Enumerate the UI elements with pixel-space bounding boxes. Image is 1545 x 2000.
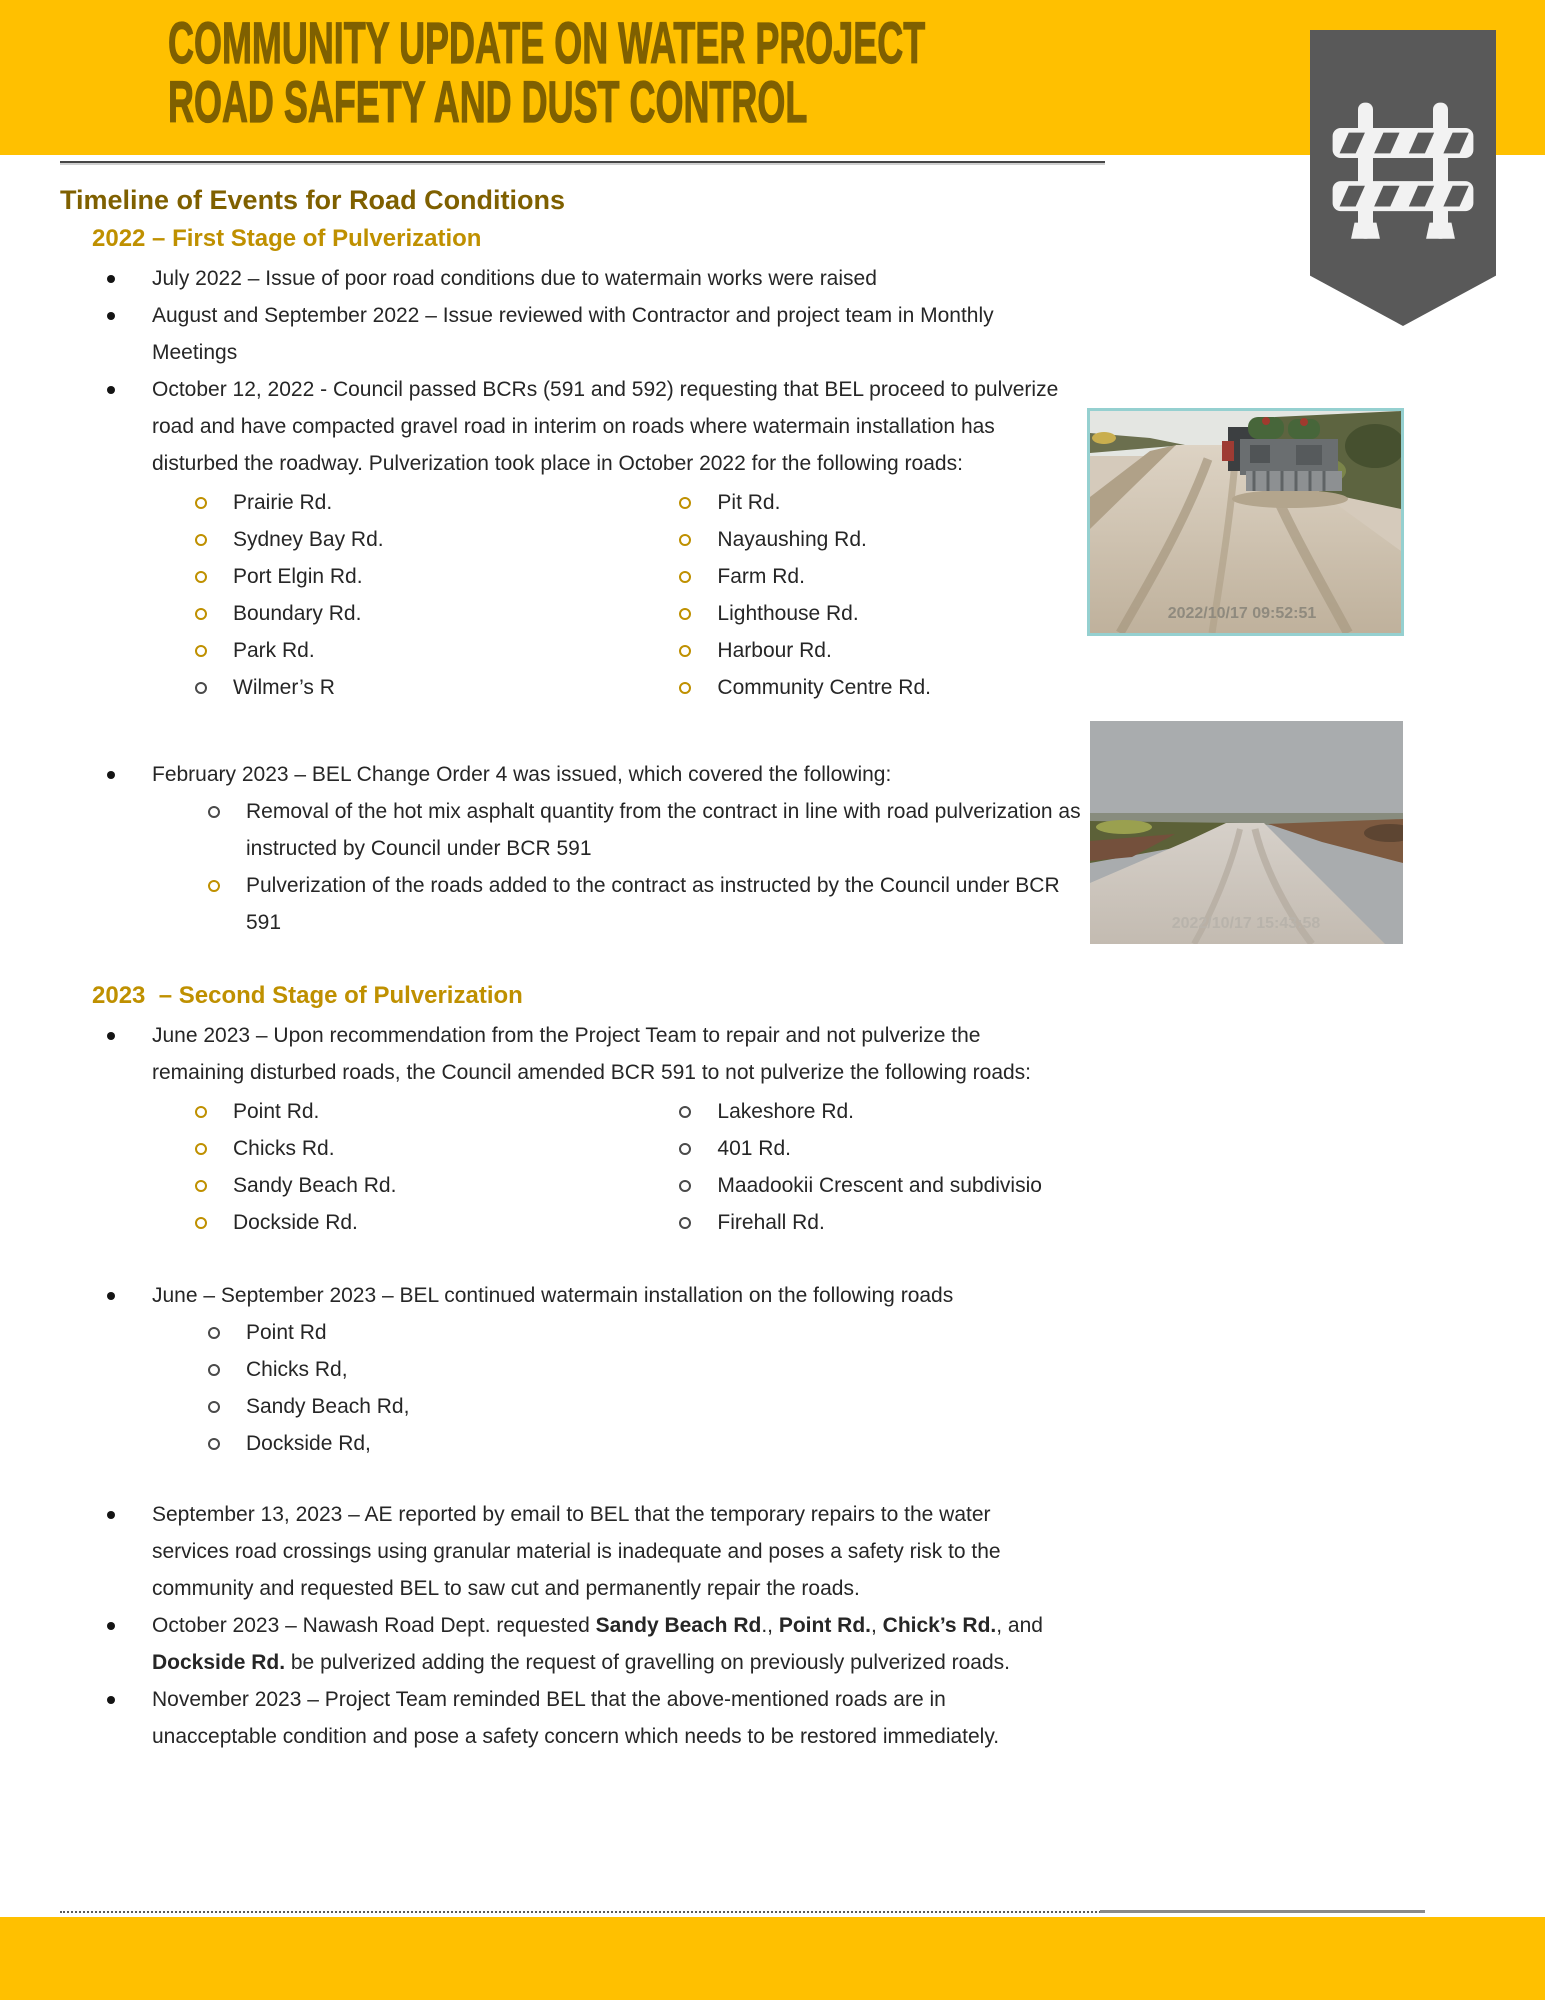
circle-bullet-icon: [677, 1167, 717, 1204]
list-item: Park Rd.: [193, 632, 677, 669]
list-item: Dockside Rd.: [193, 1204, 677, 1241]
bullet-nov-2023: November 2023 – Project Team reminded BEL that the above-mentioned roads are in unacceptable condition and pose a safety concern which needs to be restored immediately.: [60, 1681, 1112, 1755]
list-item: Removal of the hot mix asphalt quantity from the contract in line with road pulverization as instructed by Council under BCR 591: [206, 793, 1112, 867]
list-item: Harbour Rd.: [677, 632, 1112, 669]
list-item: Dockside Rd,: [206, 1425, 1112, 1462]
circle-bullet-icon: [677, 484, 717, 521]
list-item: Boundary Rd.: [193, 595, 677, 632]
bullet-feb-2023: February 2023 – BEL Change Order 4 was issued, which covered the following:: [60, 756, 1112, 793]
circle-bullet-icon: [677, 595, 717, 632]
circle-bullet-icon: [677, 632, 717, 669]
roads-col2: [677, 1093, 1112, 1241]
page-title: [168, 11, 926, 135]
roads-col1: [193, 484, 677, 706]
road-barrier-icon: [1328, 98, 1478, 248]
list-item: Lakeshore Rd.: [677, 1093, 1112, 1130]
circle-bullet-icon: [206, 1388, 246, 1425]
list-item: Firehall Rd.: [677, 1204, 1112, 1241]
footer-dotted-divider: [60, 1911, 1105, 1913]
bullet-aug-sept-2022: August and September 2022 – Issue reviewed with Contractor and project team in Monthly Meetings: [60, 297, 1112, 371]
bullet-icon: [105, 1607, 152, 1644]
photo2-timestamp: 2022/10/17 15:43:58: [1171, 915, 1321, 932]
bullet-icon: [105, 1496, 152, 1533]
feb-sub-list: [60, 793, 1112, 941]
header-divider: [60, 161, 1105, 163]
list-item: Farm Rd.: [677, 558, 1112, 595]
bullet-june-sept-2023: June – September 2023 – BEL continued watermain installation on the following roads: [60, 1277, 1112, 1314]
roads-list-2023: [60, 1093, 1112, 1241]
list-item: Chicks Rd.: [193, 1130, 677, 1167]
circle-bullet-icon: [193, 1167, 233, 1204]
footer-yellow-band: [0, 1917, 1545, 2000]
bullet-icon: [105, 371, 152, 408]
photo-pulverizer: [1087, 408, 1404, 636]
bullet-icon: [105, 297, 152, 334]
page-title-line2: ROAD SAFETY AND DUST CONTROL: [168, 70, 808, 135]
circle-bullet-icon: [677, 1130, 717, 1167]
list-item: Community Centre Rd.: [677, 669, 1112, 706]
circle-bullet-icon: [206, 867, 246, 904]
photo1-timestamp: 2022/10/17 09:52:51: [1167, 605, 1317, 622]
bullet-sept-13-2023: September 13, 2023 – AE reported by email to BEL that the temporary repairs to the water services road crossings using granular material is inadequate and poses a safety risk to the community and requested BEL to saw cut and permanently repair the roads.: [60, 1496, 1112, 1607]
bullet-oct-12-2022: October 12, 2022 - Council passed BCRs (591 and 592) requesting that BEL proceed to pulverize road and have compacted gravel road in interim on roads where watermain installation has disturbed the roadway. Pulverization took place in October 2022 for the following roads:: [60, 371, 1112, 482]
circle-bullet-icon: [206, 1425, 246, 1462]
footer-solid-divider: [1100, 1910, 1425, 1913]
stage2-heading: 2023 – Second Stage of Pulverization: [92, 982, 523, 1009]
circle-bullet-icon: [193, 669, 233, 706]
circle-bullet-icon: [677, 521, 717, 558]
timeline-heading: Timeline of Events for Road Conditions: [60, 185, 566, 215]
circle-bullet-icon: [193, 484, 233, 521]
list-item: Sandy Beach Rd.: [193, 1167, 677, 1204]
circle-bullet-icon: [193, 632, 233, 669]
bullet-icon: [105, 260, 152, 297]
photo-gravel-road: [1090, 721, 1403, 944]
circle-bullet-icon: [193, 595, 233, 632]
circle-bullet-icon: [193, 521, 233, 558]
circle-bullet-icon: [193, 1130, 233, 1167]
list-item: Pulverization of the roads added to the contract as instructed by the Council under BCR 591: [206, 867, 1112, 941]
circle-bullet-icon: [206, 793, 246, 830]
list-item: Prairie Rd.: [193, 484, 677, 521]
circle-bullet-icon: [206, 1314, 246, 1351]
bullet-july-2022: July 2022 – Issue of poor road conditions due to watermain works were raised: [60, 260, 1112, 297]
page-title-line1: COMMUNITY UPDATE ON WATER PROJECT: [168, 11, 926, 76]
roads-col2: [677, 484, 1112, 706]
document-body: [60, 184, 1112, 1755]
list-item: Point Rd: [206, 1314, 1112, 1351]
list-item: Point Rd.: [193, 1093, 677, 1130]
circle-bullet-icon: [193, 1204, 233, 1241]
list-item: Maadookii Crescent and subdivisio: [677, 1167, 1112, 1204]
bullet-oct-2023: October 2023 – Nawash Road Dept. requested Sandy Beach Rd., Point Rd., Chick’s Rd., and Dockside Rd. be pulverized adding the request of gravelling on previously pulverized roads.: [60, 1607, 1112, 1681]
circle-bullet-icon: [677, 1093, 717, 1130]
bullet-icon: [105, 1017, 152, 1054]
stage1-heading: 2022 – First Stage of Pulverization: [92, 225, 482, 252]
list-item: 401 Rd.: [677, 1130, 1112, 1167]
list-item: Pit Rd.: [677, 484, 1112, 521]
bullet-icon: [105, 1277, 152, 1314]
list-item: Nayaushing Rd.: [677, 521, 1112, 558]
list-item: Chicks Rd,: [206, 1351, 1112, 1388]
bullet-june-2023: June 2023 – Upon recommendation from the Project Team to repair and not pulverize the remaining disturbed roads, the Council amended BCR 591 to not pulverize the following roads:: [60, 1017, 1112, 1091]
continued-roads-list: [60, 1314, 1112, 1462]
bullet-icon: [105, 756, 152, 793]
circle-bullet-icon: [206, 1351, 246, 1388]
header-badge: [1310, 30, 1496, 326]
circle-bullet-icon: [677, 558, 717, 595]
roads-col1: [193, 1093, 677, 1241]
circle-bullet-icon: [193, 558, 233, 595]
list-item: Sandy Beach Rd,: [206, 1388, 1112, 1425]
list-item: Lighthouse Rd.: [677, 595, 1112, 632]
roads-list-2022: [60, 484, 1112, 706]
circle-bullet-icon: [193, 1093, 233, 1130]
list-item: Wilmer’s R: [193, 669, 677, 706]
circle-bullet-icon: [677, 669, 717, 706]
circle-bullet-icon: [677, 1204, 717, 1241]
list-item: Port Elgin Rd.: [193, 558, 677, 595]
bullet-icon: [105, 1681, 152, 1718]
list-item: Sydney Bay Rd.: [193, 521, 677, 558]
